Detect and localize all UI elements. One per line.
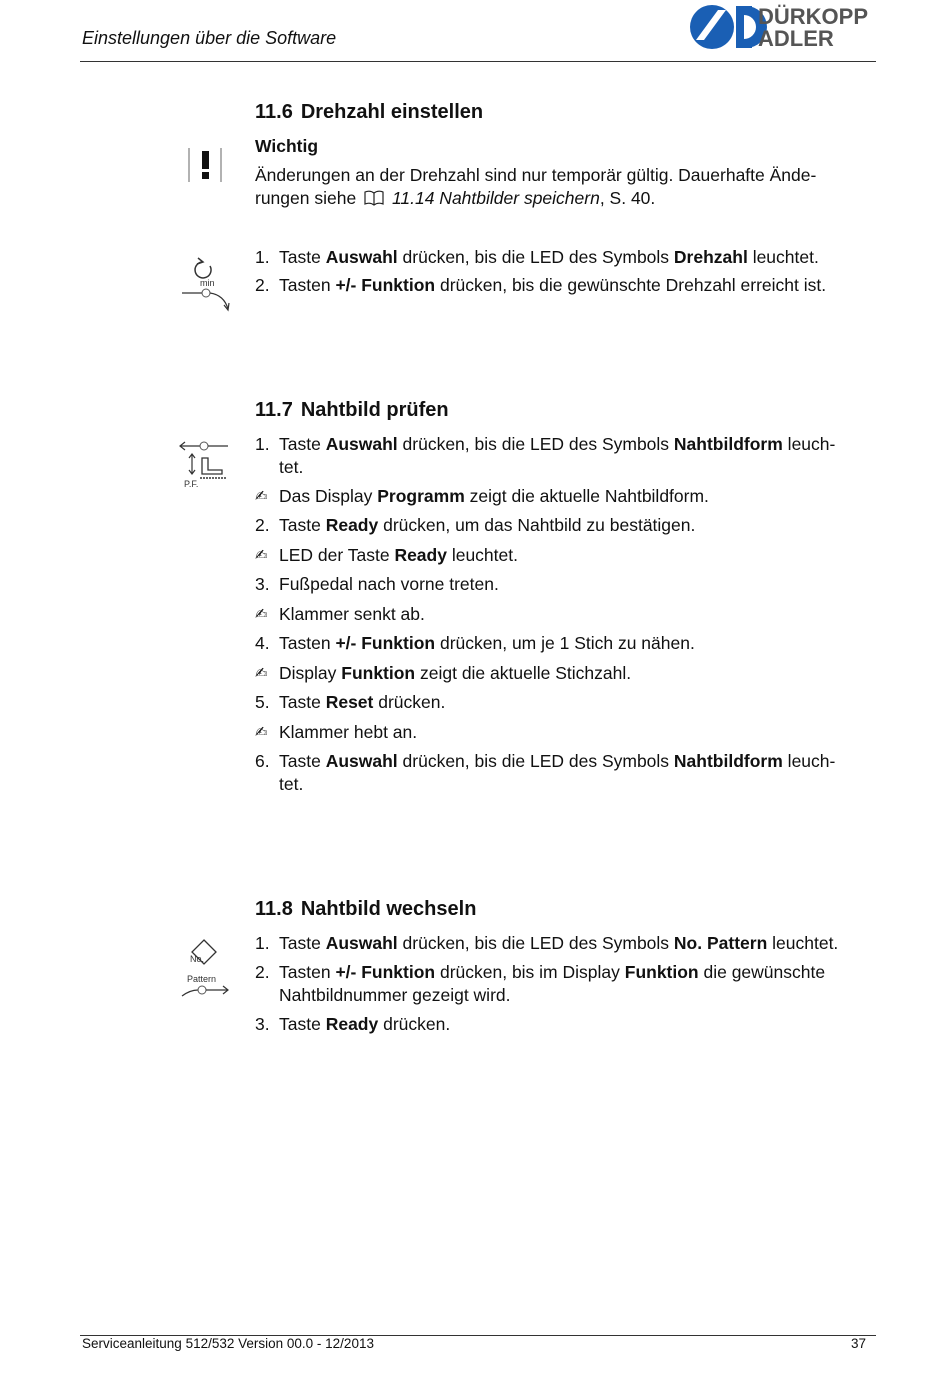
important-label: Wichtig: [255, 136, 319, 156]
steps-11-8: 1. Taste Auswahl drücken, bis die LED des Symbols No. Pattern leuchtet. 2. Tasten +/- Funktion drücken, bis im Display Funktion die gewünschte Nahtbildnummer gezeigt wird. 3. Taste Ready drücken.: [255, 933, 839, 1034]
footer-document-info: Serviceanleitung 512/532 Version 00.0 - 12/2013: [82, 1336, 374, 1351]
duerkopp-adler-logo: [688, 4, 872, 50]
pattern-form-icon: [176, 438, 232, 490]
speed-icon-label: min: [200, 278, 215, 288]
result-arrow-icon: ✍: [255, 546, 268, 564]
speed-rpm-icon: [180, 254, 232, 312]
book-icon: [363, 189, 385, 205]
steps-11-6: 1. Taste Auswahl drücken, bis die LED des Symbols Drehzahl leuchtet. 2. Tasten +/- Funktion drücken, bis die gewünschte Drehzahl erreicht ist.: [255, 247, 827, 295]
header-rule: [80, 61, 876, 62]
result-arrow-icon: ✍: [255, 723, 268, 741]
logo-text-2: ADLER: [758, 26, 834, 50]
important-text-line2: rungen siehe 11.14 Nahtbilder speichern, S. 40.: [255, 188, 656, 208]
result-arrow-icon: ✍: [255, 664, 268, 682]
logo-text-1: DÜRKOPP: [758, 4, 869, 29]
steps-11-7: 1. Taste Auswahl drücken, bis die LED des Symbols Nahtbildform leuch- tet. ✍ Das Display Programm zeigt die aktuelle Nahtbildform. 2. Taste Ready drücken, um das Nahtbild zu bestätigen. ✍ LED der Taste Ready leuchtet. 3. Fußpedal nach vorne treten. ✍ Klammer senkt ab. 4. Tasten +/- Funktion drücken, um je 1 Stich zu nähen. ✍ Display Funktion zeigt die aktuelle Stichzahl. 5. Taste Reset drücken. ✍ Klammer hebt an. 6. Taste Auswahl drücken, bis die LED des Symbols Nahtbildform leuch- tet.: [255, 434, 836, 794]
page-number: 37: [851, 1336, 867, 1351]
no-pattern-icon-label-2: Pattern: [187, 974, 217, 984]
section-heading-11-7: 11.7 Nahtbild prüfen: [255, 399, 449, 421]
important-text-line1: Änderungen an der Drehzahl sind nur temporär gültig. Dauerhafte Ände-: [255, 165, 817, 185]
warning-exclamation-icon: [187, 146, 223, 182]
no-pattern-icon-label-1: No.: [190, 954, 205, 964]
section-heading-11-6: 11.6 Drehzahl einstellen: [255, 101, 484, 123]
pattern-form-icon-label: P.F.: [184, 479, 199, 489]
result-arrow-icon: ✍: [255, 487, 268, 505]
section-heading-11-8: 11.8 Nahtbild wechseln: [255, 898, 477, 920]
no-pattern-icon: [178, 938, 234, 1000]
result-arrow-icon: ✍: [255, 605, 268, 623]
cross-reference-link[interactable]: 11.14 Nahtbilder speichern: [391, 188, 600, 208]
header-title: Einstellungen über die Software: [82, 28, 337, 48]
